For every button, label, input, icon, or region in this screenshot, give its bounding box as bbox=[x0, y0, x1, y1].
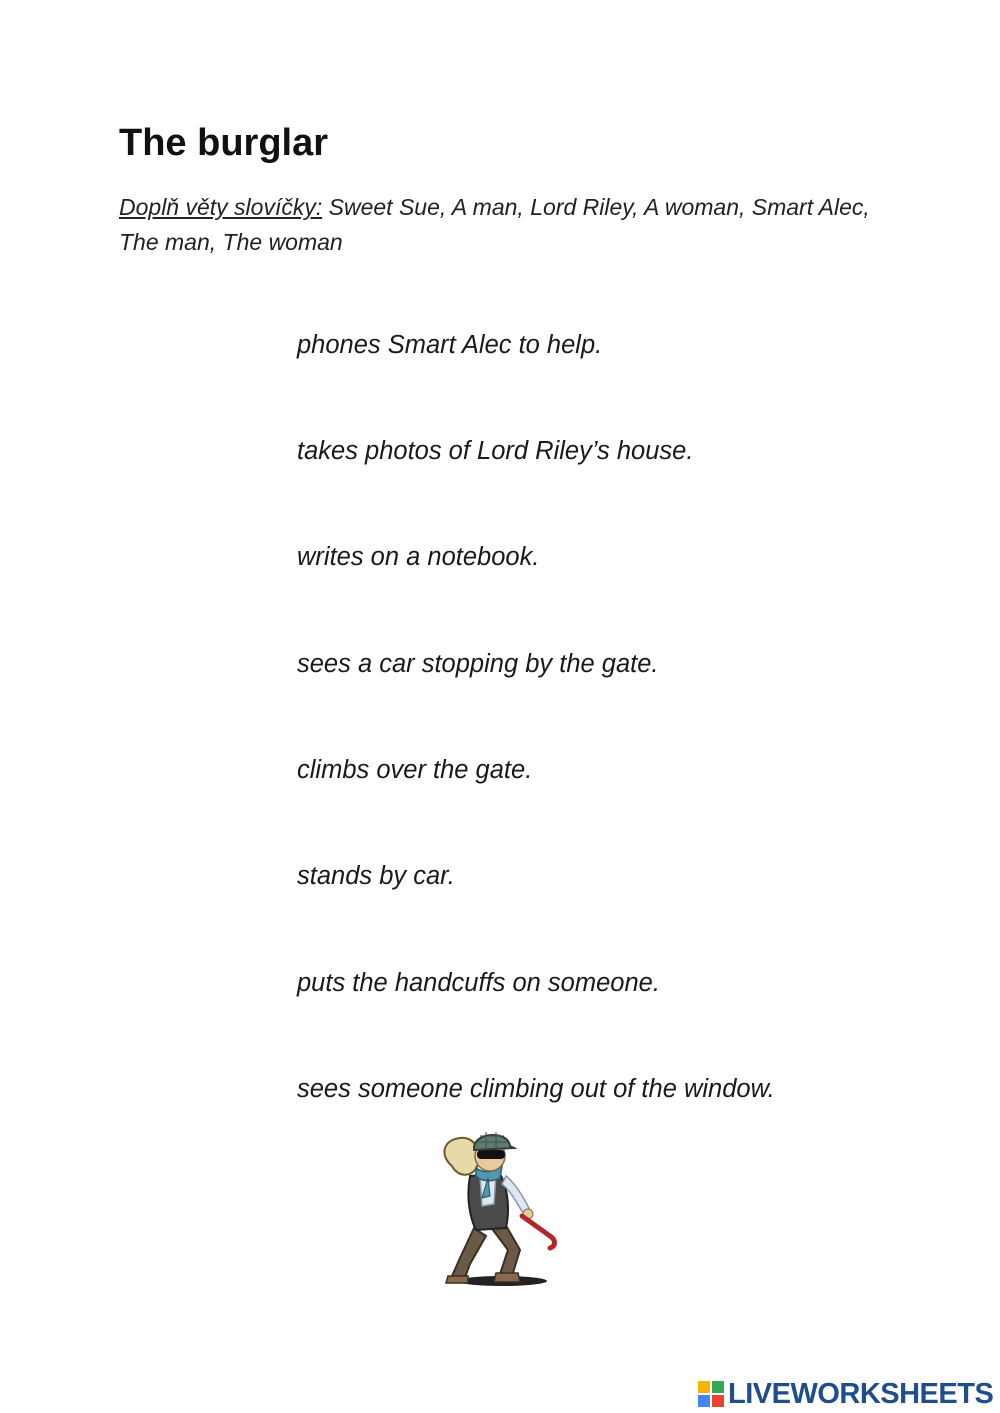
sentence-8: sees someone climbing out of the window. bbox=[297, 1075, 775, 1103]
word-bank: Sweet Sue, A man, Lord Riley, A woman, Smart Alec, The man, The woman bbox=[119, 194, 870, 255]
burglar-icon bbox=[430, 1118, 570, 1290]
answer-input-6[interactable] bbox=[140, 862, 294, 894]
sentence-2: takes photos of Lord Riley’s house. bbox=[297, 437, 694, 465]
liveworksheets-logo-icon bbox=[698, 1381, 724, 1407]
answer-input-1[interactable] bbox=[140, 331, 294, 363]
footer-brand-text: LIVEWORKSHEETS bbox=[728, 1377, 994, 1410]
sentence-6: stands by car. bbox=[297, 862, 455, 890]
answer-input-2[interactable] bbox=[140, 437, 294, 469]
sentence-4: sees a car stopping by the gate. bbox=[297, 650, 659, 678]
answer-input-7[interactable] bbox=[140, 969, 294, 1001]
instructions-lead: Doplň věty slovíčky: bbox=[119, 194, 323, 220]
sentence-3: writes on a notebook. bbox=[297, 543, 540, 571]
page-title: The burglar bbox=[119, 122, 329, 164]
sentence-5: climbs over the gate. bbox=[297, 756, 533, 784]
answer-input-3[interactable] bbox=[140, 543, 294, 575]
sentence-7: puts the handcuffs on someone. bbox=[297, 969, 660, 997]
footer-brand bbox=[698, 1378, 993, 1410]
answer-input-5[interactable] bbox=[140, 756, 294, 788]
answer-input-8[interactable] bbox=[140, 1075, 294, 1107]
sentence-1: phones Smart Alec to help. bbox=[297, 331, 603, 359]
answer-input-4[interactable] bbox=[140, 650, 294, 682]
instructions bbox=[119, 190, 879, 260]
